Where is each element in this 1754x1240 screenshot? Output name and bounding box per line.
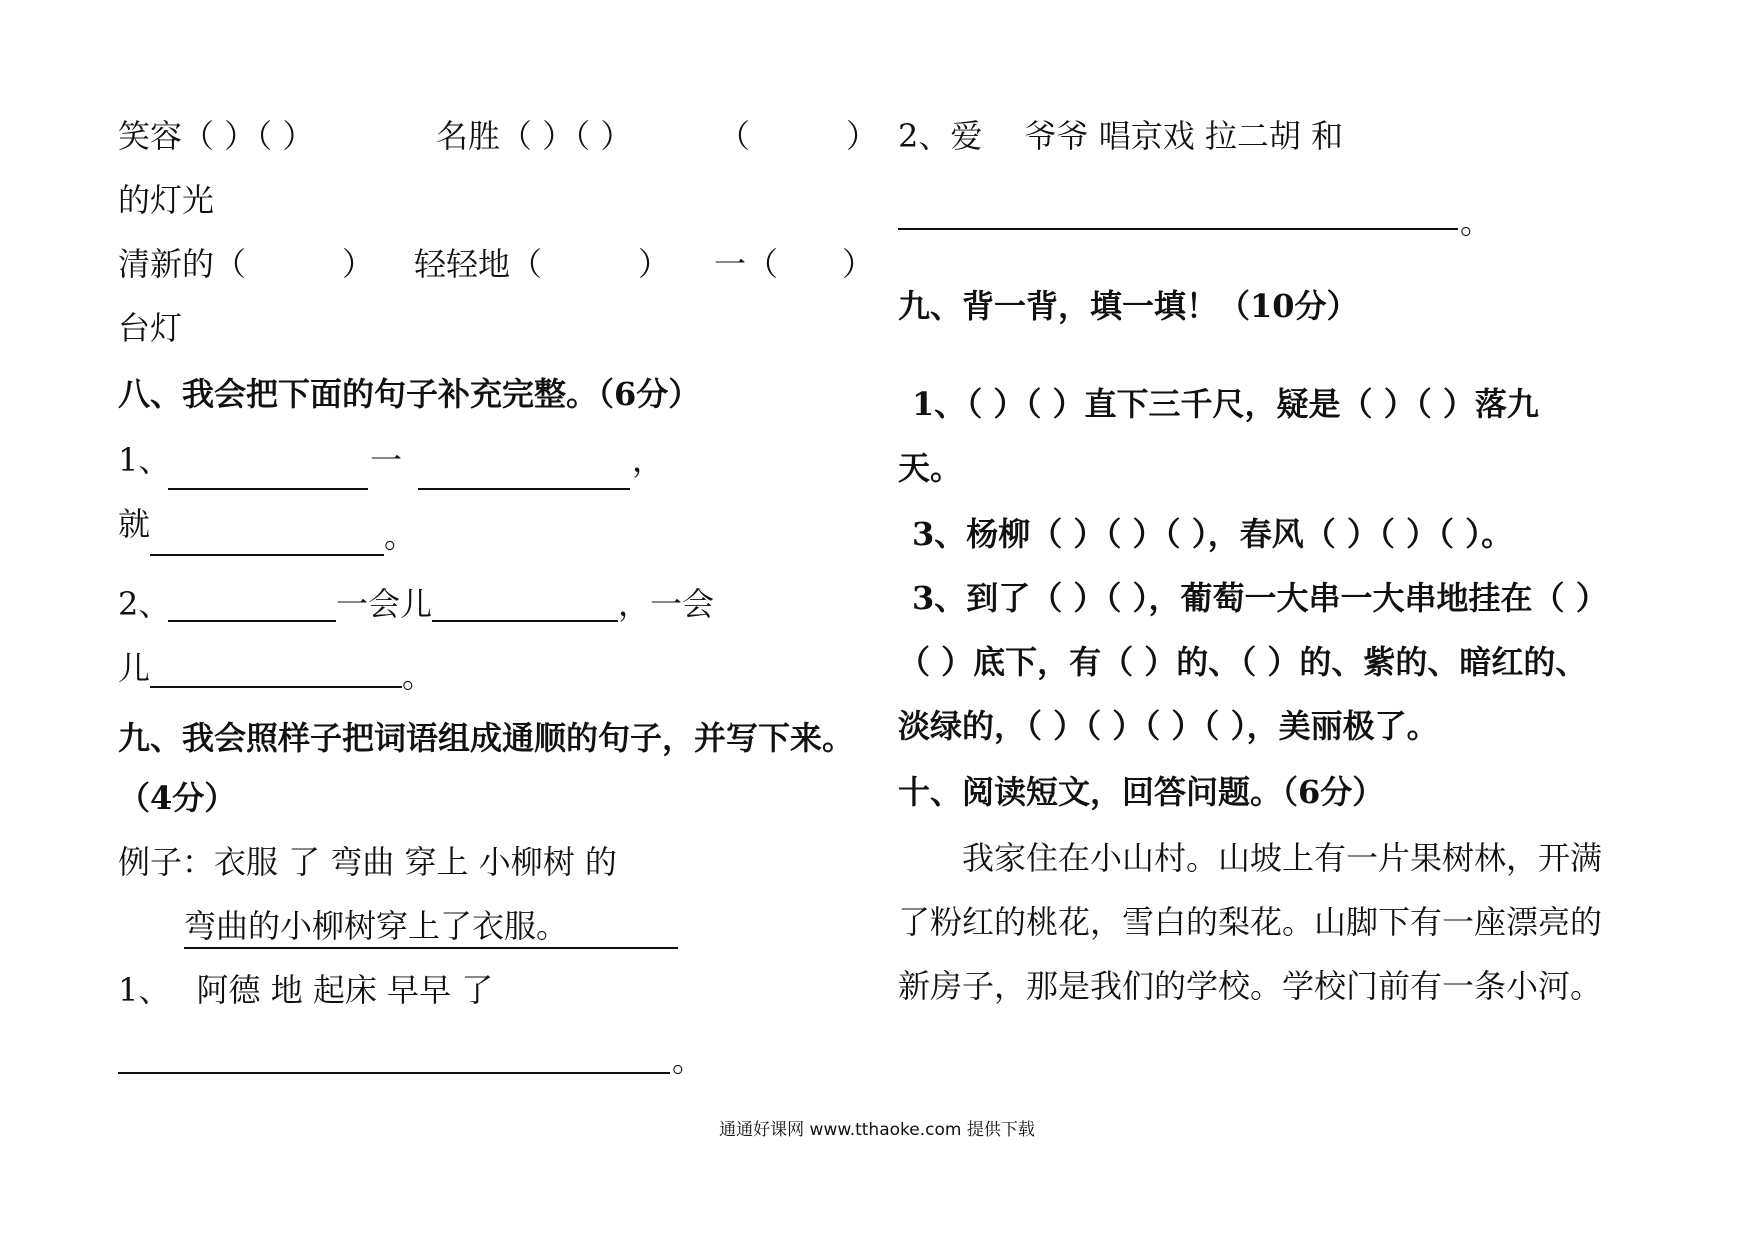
section-8-title: 八、我会把下面的句子补充完整。（6分） — [118, 375, 701, 413]
fill-row-2 — [118, 240, 875, 288]
s8-q1-cont-end: 。 — [384, 517, 417, 555]
s8-q1-mid: 一 — [370, 441, 403, 479]
s8-q1-blank-1 — [168, 488, 368, 490]
s8-q2-cont-end: 。 — [402, 657, 435, 695]
s9-example-answer — [184, 902, 678, 950]
s8-q2-end: ，一会 — [618, 585, 715, 623]
s8-q1-blank-2 — [418, 488, 630, 490]
section-9b-title: 九、背一背，填一填！（10分） — [898, 287, 1359, 325]
fill-row-2-cont: 台灯 — [118, 309, 183, 347]
s8-q1-number: 1、 — [118, 441, 171, 479]
s10-passage-line-3: 新房子，那是我们的学校。学校门前有一条小河。 — [898, 967, 1603, 1005]
s9b-line-4: （ ）底下，有（ ）的、（ ）的、紫的、暗红的、 — [898, 643, 1588, 681]
r-q2-answer-line — [898, 228, 1458, 230]
s10-passage-line-2: 了粉红的桃花，雪白的梨花。山脚下有一座漂亮的 — [898, 903, 1603, 941]
fill-item-mingsheng: 名胜（ ）（ ） — [436, 117, 633, 155]
footer-source: 通通好课网 www.tthaoke.com 提供下载 — [719, 1120, 1035, 1140]
s9-q1-answer-line — [118, 1072, 670, 1074]
s10-passage-line-1: 我家住在小山村。山坡上有一片果树林，开满 — [962, 839, 1603, 877]
s8-q2-blank-2 — [432, 620, 618, 622]
s8-q2-number: 2、 — [118, 585, 171, 623]
r-q2-end: 。 — [1460, 203, 1493, 241]
s8-q2-mid: 一会儿 — [336, 585, 433, 623]
s8-q1-cont: 就 — [118, 505, 151, 543]
s9b-line-2: 3、杨柳（ ）（ ）（ ），春风（ ）（ ）（ ）。 — [912, 515, 1514, 553]
s8-q1-end: ， — [632, 441, 665, 479]
section-10-title: 十、阅读短文，回答问题。（6分） — [898, 773, 1385, 811]
s9-q1: 1、 阿德 地 起床 早早 了 — [118, 971, 494, 1009]
s9b-line-1-cont: 天。 — [898, 449, 963, 487]
s8-q2-blank-1 — [168, 620, 336, 622]
fill-row-1-cont: 的灯光 — [118, 181, 215, 219]
s9-example: 例子：衣服 了 弯曲 穿上 小柳树 的 — [118, 843, 617, 881]
s8-q2-blank-3 — [150, 686, 402, 688]
r-q2: 2、爱 爷爷 唱京戏 拉二胡 和 — [898, 117, 1344, 155]
s9-q1-end: 。 — [672, 1041, 705, 1079]
section-9-title: 九、我会照样子把词语组成通顺的句子，并写下来。 — [118, 719, 855, 757]
fill-item-qingxin: 清新的（ ） — [118, 245, 375, 283]
fill-item-qingqing: 轻轻地（ ） — [414, 245, 671, 283]
s8-q2-cont: 儿 — [118, 649, 151, 687]
s9b-line-1: 1、（ ）（ ）直下三千尺，疑是（ ）（ ）落九 — [912, 385, 1539, 423]
s9b-line-3: 3、到了（ ）（ ），葡萄一大串一大串地挂在（ ） — [912, 579, 1608, 617]
s8-q1-blank-3 — [150, 554, 384, 556]
fill-item-xiaorong: 笑容（ ）（ ） — [118, 117, 315, 155]
fill-row-1 — [118, 112, 879, 160]
s9-example-answer-text: 弯曲的小柳树穿上了衣服。 — [184, 907, 678, 949]
section-9-score: （4分） — [118, 779, 237, 817]
fill-item-yi: 一（ ） — [714, 245, 875, 283]
s9b-line-5: 淡绿的，（ ）（ ）（ ）（ ），美丽极了。 — [898, 707, 1439, 745]
fill-item-blank: （ ） — [718, 117, 879, 155]
